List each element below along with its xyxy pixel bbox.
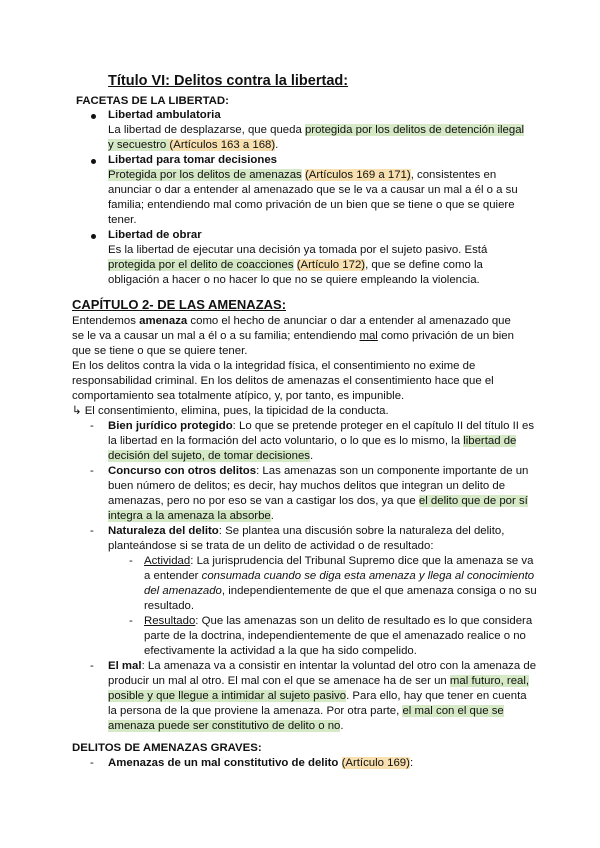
bullet-dot <box>91 234 96 239</box>
faceta-text: tener. <box>108 214 137 226</box>
intro-text: Entendemos amenaza como el hecho de anunciar o dar a entender al amenazado que <box>72 315 511 327</box>
faceta-text: La libertad de desplazarse, que queda protegida por los delitos de detención ilegal <box>108 124 525 136</box>
actividad-text: Actividad: La jurisprudencia del Tribunal Supremo dice que la amenaza se va <box>144 555 534 567</box>
intro-text: En los delitos contra la vida o la integridad física, el consentimiento no exime de <box>72 360 476 372</box>
intro-text: ↳ El consentimiento, elimina, pues, la tipicidad de la conducta. <box>72 405 389 417</box>
dash-bullet: - <box>90 757 94 769</box>
naturaleza-text: Naturaleza del delito: Se plantea una discusión sobre la naturaleza del delito, <box>108 525 505 537</box>
page-title: Título VI: Delitos contra la libertad: <box>108 73 349 89</box>
resultado-text: Resultado: Que las amenazas son un delito de resultado es lo que considera <box>144 615 533 627</box>
faceta-heading: Libertad de obrar <box>108 229 202 241</box>
faceta-text: Protegida por los delitos de amenazas (Artículos 169 a 171), consistentes en <box>108 169 497 181</box>
concurso-text: buen número de delitos; es decir, hay muchos delitos que integran un delito de <box>108 480 506 492</box>
dash-bullet: - <box>90 525 94 537</box>
intro-text: comportamiento sea totalmente atípico, y, por tanto, es impunible. <box>72 390 405 402</box>
bien-text: decisión del sujeto, de tomar decisiones. <box>108 450 314 462</box>
concurso-text: amenazas, pero no por eso se van a castigar los dos, ya que el delito que de por sí <box>108 495 528 507</box>
faceta-text: protegida por el delito de coacciones (Artículo 172), que se define como la <box>108 259 483 271</box>
concurso-text: integra a la amenaza la absorbe. <box>108 510 274 522</box>
sub-dash-bullet: - <box>129 615 133 627</box>
dash-bullet: - <box>90 660 94 672</box>
mal-text: El mal: La amenaza va a consistir en intentar la voluntad del otro con la amenaza de <box>108 660 537 672</box>
mal-text: la persona de la que proviene la amenaza. Por otra parte, el mal con el que se <box>108 705 504 717</box>
faceta-text: familia; entendiendo mal como privación de un bien que se tiene o que se quiere <box>108 199 515 211</box>
graves-item: Amenazas de un mal constitutivo de delito (Artículo 169): <box>108 757 414 769</box>
sub-dash-bullet: - <box>129 555 133 567</box>
chapter-heading: CAPÍTULO 2- DE LAS AMENAZAS: <box>72 297 287 312</box>
faceta-text: anunciar o dar a entender al amenazado que se le va a causar un mal a él o a su <box>108 184 518 196</box>
bien-text: la libertad en la formación del acto voluntario, o lo que es lo mismo, la libertad de <box>108 435 517 447</box>
intro-text: que se tiene o que se quiere tener. <box>72 345 248 357</box>
mal-text: posible y que llegue a intimidar al sujeto pasivo. Para ello, hay que tener en cuenta <box>108 690 527 702</box>
mal-text: amenaza puede ser constitutivo de delito o no. <box>108 720 344 732</box>
dash-bullet: - <box>90 420 94 432</box>
naturaleza-text: planteándose si se trata de un delito de actividad o de resultado: <box>108 540 434 552</box>
resultado-text: parte de la doctrina, independientemente de que el amenazado realice o no <box>144 630 526 642</box>
bien-text: Bien jurídico protegido: Lo que se pretende proteger en el capítulo II del título II es <box>108 420 535 432</box>
actividad-text: del amenazado, independientemente de que el que amenaza consiga o no su <box>144 585 537 597</box>
actividad-text: resultado. <box>144 600 195 612</box>
facetas-heading: FACETAS DE LA LIBERTAD: <box>76 95 229 107</box>
faceta-heading: Libertad para tomar decisiones <box>108 154 278 166</box>
intro-text: se le va a causar un mal a él o a su familia; entendiendo mal como privación de un bien <box>72 330 514 342</box>
bullet-dot <box>91 159 96 164</box>
intro-text: responsabilidad criminal. En los delitos de amenazas el consentimiento hace que el <box>72 375 494 387</box>
concurso-text: Concurso con otros delitos: Las amenazas son un componente importante de un <box>108 465 529 477</box>
mal-text: producir un mal al otro. El mal con el que se amenace ha de ser un mal futuro, real, <box>108 675 530 687</box>
graves-heading: DELITOS DE AMENAZAS GRAVES: <box>72 742 262 754</box>
faceta-text: y secuestro (Artículos 163 a 168). <box>108 139 279 151</box>
faceta-text: obligación a hacer o no hacer lo que no se quiere empleando la violencia. <box>108 274 480 286</box>
faceta-heading: Libertad ambulatoria <box>108 109 221 121</box>
faceta-text: Es la libertad de ejecutar una decisión ya tomada por el sujeto pasivo. Está <box>108 244 488 256</box>
actividad-text: a entender consumada cuando se diga esta amenaza y llega al conocimiento <box>144 570 535 582</box>
bullet-dot <box>91 114 96 119</box>
dash-bullet: - <box>90 465 94 477</box>
resultado-text: efectivamente la actividad a la que ha sido compelido. <box>144 645 417 657</box>
